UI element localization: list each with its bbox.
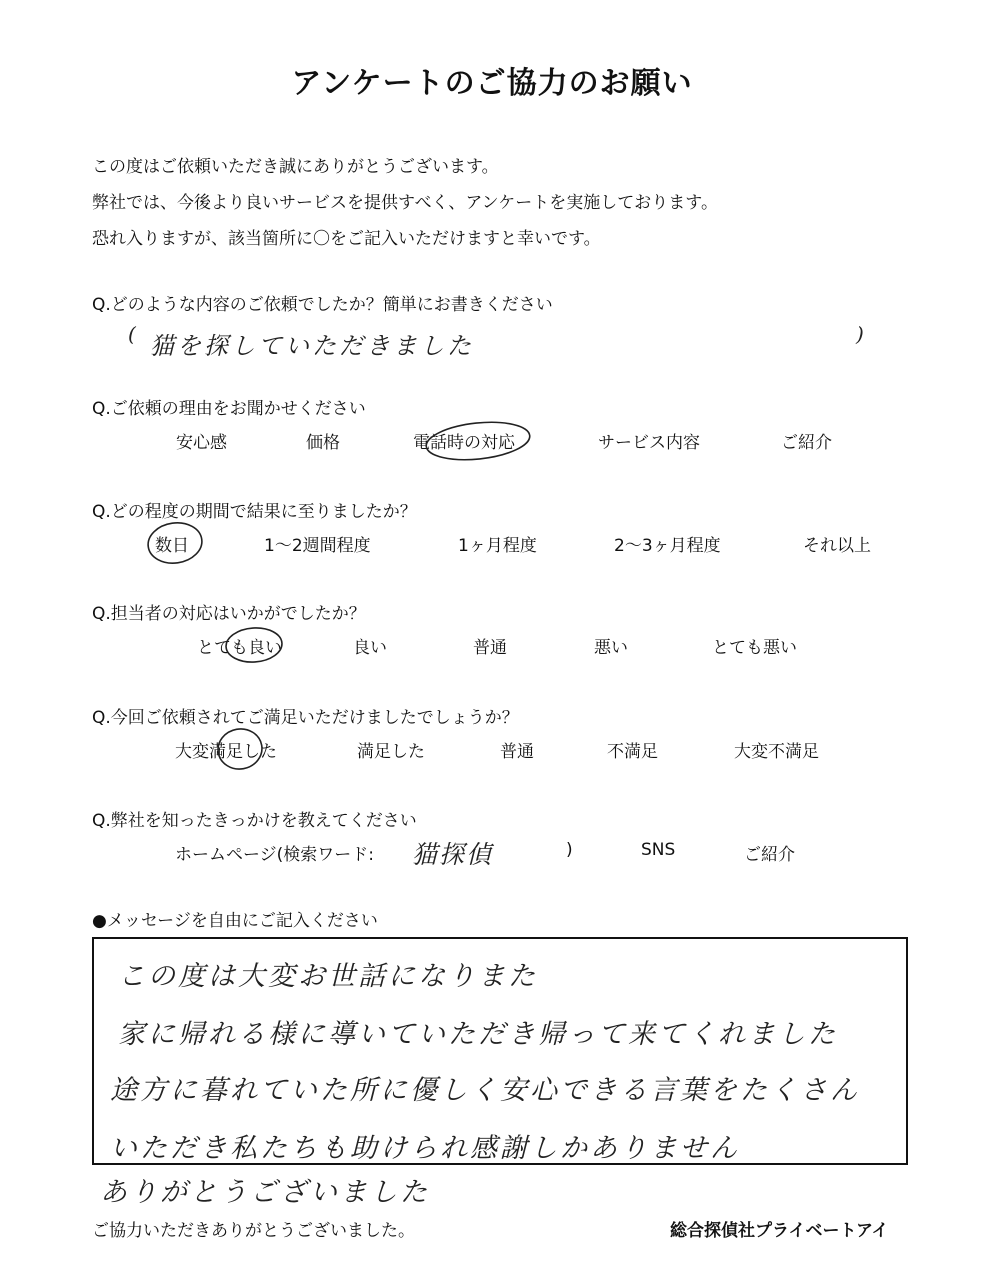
q1-answer: 猫を探していただきました (150, 332, 474, 360)
message-heading: ●メッセージを自由にご記入ください (92, 911, 378, 931)
q3-question: Q.どの程度の期間で結果に至りましたか？ (92, 502, 417, 522)
q6-option-referral[interactable]: ご紹介 (744, 845, 795, 865)
intro-line-3: 恐れ入りますが、該当箇所に〇をご記入いただけますと幸いです。 (92, 229, 601, 249)
q3-option-1month[interactable]: 1ヶ月程度 (458, 536, 537, 556)
message-line-4: いただき私たちも助けられ感謝しかありません (110, 1133, 740, 1164)
q6-search-word: 猫探偵 (412, 840, 494, 869)
message-line-1: この度は大変お世話になりまた (118, 961, 538, 992)
page-title: アンケートのご協力のお願い (291, 66, 693, 101)
q6-homepage-close-paren: ) (566, 840, 573, 860)
q4-question: Q.担当者の対応はいかがでしたか？ (92, 604, 366, 624)
q3-option-1-2weeks[interactable]: 1～2週間程度 (264, 536, 371, 556)
q5-option-very-satisfied[interactable]: 大変満足した (175, 742, 277, 762)
footer-thanks: ご協力いただきありがとうございました。 (92, 1221, 415, 1241)
q2-option-anshin[interactable]: 安心感 (176, 433, 227, 453)
intro-line-2: 弊社では、今後より良いサービスを提供すべく、アンケートを実施しております。 (92, 193, 718, 213)
q1-open-paren: ( (128, 322, 136, 346)
q4-option-very-good[interactable]: とても良い (197, 638, 282, 658)
q5-option-unsatisfied[interactable]: 不満足 (607, 742, 658, 762)
message-line-3: 途方に暮れていた所に優しく安心できる言葉をたくさん (110, 1075, 860, 1106)
q1-close-paren: ) (856, 322, 864, 346)
message-line-2: 家に帰れる様に導いていただき帰って来てくれました (118, 1019, 838, 1050)
q4-option-very-bad[interactable]: とても悪い (712, 638, 797, 658)
q5-option-normal[interactable]: 普通 (500, 742, 534, 762)
q3-option-more[interactable]: それ以上 (803, 536, 871, 556)
q2-option-service[interactable]: サービス内容 (598, 433, 700, 453)
q5-question: Q.今回ご依頼されてご満足いただけましたでしょうか？ (92, 708, 519, 728)
q4-option-normal[interactable]: 普通 (473, 638, 507, 658)
q5-option-very-unsatisfied[interactable]: 大変不満足 (734, 742, 819, 762)
q2-question: Q.ご依頼の理由をお聞かせください (92, 399, 366, 419)
q1-question: Q.どのような内容のご依頼でしたか？簡単にお書きください (92, 295, 553, 315)
message-after-box: ありがとうございました (100, 1177, 430, 1208)
footer-company: 総合探偵社プライベートアイ (670, 1221, 889, 1241)
q2-option-denwa[interactable]: 電話時の対応 (413, 433, 515, 453)
q2-option-kakaku[interactable]: 価格 (306, 433, 340, 453)
q2-option-shoukai[interactable]: ご紹介 (781, 433, 832, 453)
q3-option-suujitsu[interactable]: 数日 (155, 536, 189, 556)
q6-homepage-label[interactable]: ホームページ(検索ワード: (175, 845, 375, 865)
q4-option-bad[interactable]: 悪い (594, 638, 628, 658)
intro-line-1: この度はご依頼いただき誠にありがとうございます。 (92, 157, 499, 177)
q6-option-sns[interactable]: SNS (641, 840, 676, 860)
q4-option-good[interactable]: 良い (353, 638, 387, 658)
q6-question: Q.弊社を知ったきっかけを教えてください (92, 811, 417, 831)
q5-option-satisfied[interactable]: 満足した (357, 742, 425, 762)
q3-option-2-3months[interactable]: 2～3ヶ月程度 (614, 536, 721, 556)
